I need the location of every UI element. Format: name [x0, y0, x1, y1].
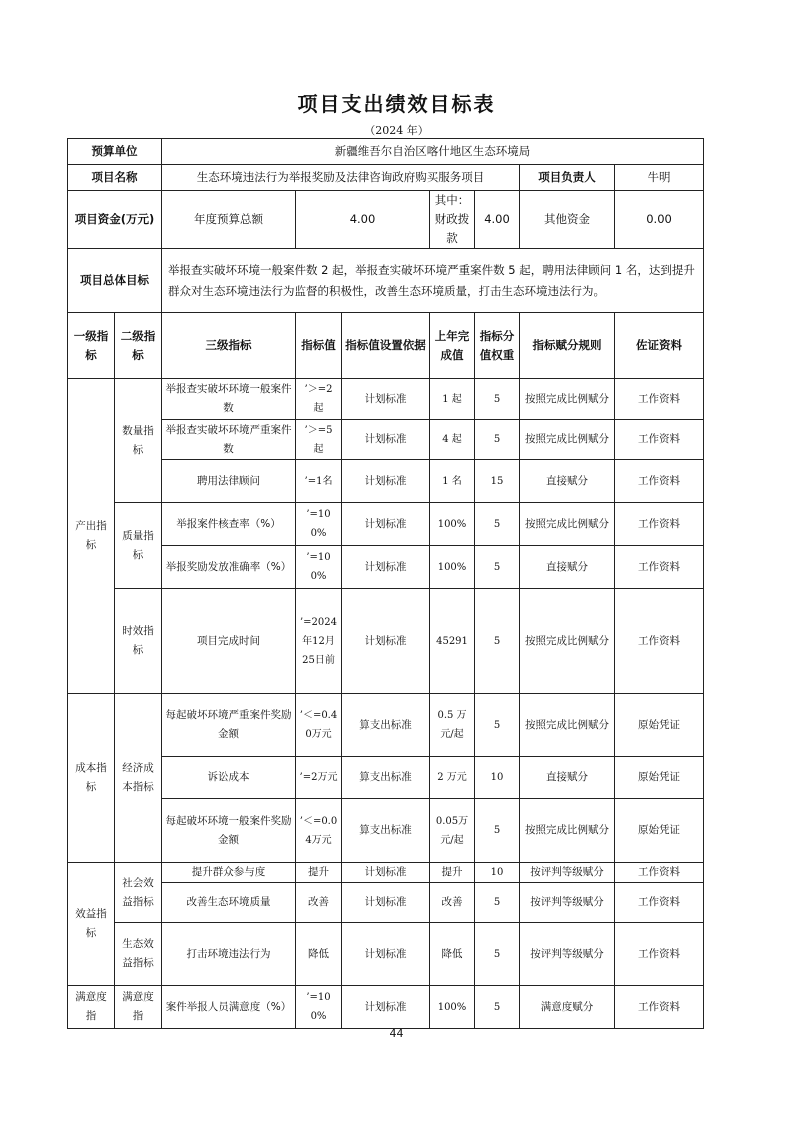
last-year-value: 2 万元 [430, 757, 475, 799]
table-row [68, 503, 704, 546]
evidence: 原始凭证 [615, 799, 704, 863]
subgroup-economic: 经济成本指标 [115, 694, 162, 863]
last-year-value: 0.5 万元/起 [430, 694, 475, 757]
subgroup-time: 时效指标 [115, 589, 162, 694]
group-satisfaction: 满意度指 [68, 986, 115, 1029]
indicator: 案件举报人员满意度（%） [162, 986, 296, 1029]
col-last: 上年完成值 [430, 313, 475, 379]
indicator-value: ’＞=2 起 [296, 379, 342, 420]
scoring-rule: 按照完成比例赋分 [520, 799, 615, 863]
indicator-value: ’=100% [296, 546, 342, 589]
annual-label: 年度预算总额 [162, 191, 296, 249]
table-row [68, 694, 704, 757]
weight: 10 [475, 757, 520, 799]
scoring-rule: 按照完成比例赋分 [520, 589, 615, 694]
indicator-value: ’＜=0.40万元 [296, 694, 342, 757]
weight: 5 [475, 379, 520, 420]
table-row [68, 589, 704, 694]
evidence: 工作资料 [615, 503, 704, 546]
scoring-rule: 按照完成比例赋分 [520, 420, 615, 460]
col-value: 指标值 [296, 313, 342, 379]
indicator: 聘用法律顾问 [162, 460, 296, 503]
last-year-value: 4 起 [430, 420, 475, 460]
indicator-basis: 计划标准 [342, 923, 430, 986]
unit-value: 新疆维吾尔自治区喀什地区生态环境局 [162, 139, 704, 165]
indicator-value: 提升 [296, 863, 342, 883]
performance-table [67, 138, 704, 1029]
name-label: 项目名称 [68, 165, 162, 191]
col-rule: 指标赋分规则 [520, 313, 615, 379]
column-header-row [68, 313, 704, 379]
fiscal-value: 4.00 [475, 191, 520, 249]
indicator: 项目完成时间 [162, 589, 296, 694]
indicator-basis: 计划标准 [342, 503, 430, 546]
goal-row [68, 249, 704, 313]
indicator: 提升群众参与度 [162, 863, 296, 883]
indicator-basis: 计划标准 [342, 420, 430, 460]
indicator-basis: 计划标准 [342, 589, 430, 694]
evidence: 工作资料 [615, 379, 704, 420]
annual-value: 4.00 [296, 191, 430, 249]
indicator-basis: 计划标准 [342, 546, 430, 589]
indicator-value: ’＜=0.04万元 [296, 799, 342, 863]
last-year-value: 45291 [430, 589, 475, 694]
evidence: 工作资料 [615, 546, 704, 589]
other-label: 其他资金 [520, 191, 615, 249]
scoring-rule: 直接赋分 [520, 460, 615, 503]
goal-label: 项目总体目标 [68, 249, 162, 313]
scoring-rule: 按评判等级赋分 [520, 883, 615, 923]
page-number: 44 [389, 1027, 404, 1040]
evidence: 工作资料 [615, 460, 704, 503]
indicator-basis: 计划标准 [342, 379, 430, 420]
weight: 5 [475, 589, 520, 694]
table-row [68, 923, 704, 986]
subgroup-eco: 生态效益指标 [115, 923, 162, 986]
other-value: 0.00 [615, 191, 704, 249]
weight: 5 [475, 546, 520, 589]
group-cost: 成本指标 [68, 694, 115, 863]
table-row [68, 799, 704, 863]
year-label: （2024 年） [364, 124, 429, 137]
subgroup-quality: 质量指标 [115, 503, 162, 589]
scoring-rule: 按评判等级赋分 [520, 863, 615, 883]
last-year-value: 改善 [430, 883, 475, 923]
table-row [68, 757, 704, 799]
evidence: 原始凭证 [615, 694, 704, 757]
indicator-basis: 计划标准 [342, 863, 430, 883]
last-year-value: 提升 [430, 863, 475, 883]
indicator-basis: 算支出标准 [342, 694, 430, 757]
weight: 5 [475, 420, 520, 460]
table-row [68, 546, 704, 589]
evidence: 工作资料 [615, 923, 704, 986]
weight: 5 [475, 923, 520, 986]
weight: 5 [475, 986, 520, 1029]
fiscal-label: 其中：财政拨款 [430, 191, 475, 249]
indicator: 举报案件核查率（%） [162, 503, 296, 546]
owner-label: 项目负责人 [520, 165, 615, 191]
indicator: 每起破坏环境一般案件奖励金额 [162, 799, 296, 863]
scoring-rule: 按照完成比例赋分 [520, 379, 615, 420]
indicator: 每起破坏环境严重案件奖励金额 [162, 694, 296, 757]
group-output: 产出指标 [68, 379, 115, 694]
unit-label: 预算单位 [68, 139, 162, 165]
weight: 5 [475, 883, 520, 923]
scoring-rule: 按评判等级赋分 [520, 923, 615, 986]
last-year-value: 100% [430, 503, 475, 546]
weight: 15 [475, 460, 520, 503]
scoring-rule: 直接赋分 [520, 757, 615, 799]
scoring-rule: 按照完成比例赋分 [520, 503, 615, 546]
last-year-value: 100% [430, 546, 475, 589]
indicator-basis: 计划标准 [342, 883, 430, 923]
indicator-value: 降低 [296, 923, 342, 986]
name-row [68, 165, 704, 191]
scoring-rule: 满意度赋分 [520, 986, 615, 1029]
weight: 10 [475, 863, 520, 883]
weight: 5 [475, 503, 520, 546]
col-weight: 指标分值权重 [475, 313, 520, 379]
evidence: 工作资料 [615, 986, 704, 1029]
name-value: 生态环境违法行为举报奖励及法律咨询政府购买服务项目 [162, 165, 520, 191]
goal-value: 举报查实破坏环境一般案件数 2 起，举报查实破坏环境严重案件数 5 起，聘用法律顾问 1 名，达到提升群众对生态环境违法行为监督的积极性，改善生态环境质量，打击生态环境违法行为。 [162, 249, 704, 313]
fund-row [68, 191, 704, 249]
indicator-basis: 算支出标准 [342, 757, 430, 799]
owner-value: 牛明 [615, 165, 704, 191]
table-row [68, 420, 704, 460]
indicator-basis: 计划标准 [342, 986, 430, 1029]
indicator: 举报查实破坏环境严重案件数 [162, 420, 296, 460]
indicator-basis: 算支出标准 [342, 799, 430, 863]
unit-row [68, 139, 704, 165]
indicator: 打击环境违法行为 [162, 923, 296, 986]
scoring-rule: 按照完成比例赋分 [520, 694, 615, 757]
col-basis: 指标值设置依据 [342, 313, 430, 379]
last-year-value: 100% [430, 986, 475, 1029]
table-row [68, 460, 704, 503]
group-benefit: 效益指标 [68, 863, 115, 986]
col-level2: 二级指标 [115, 313, 162, 379]
col-level1: 一级指标 [68, 313, 115, 379]
indicator: 举报奖励发放准确率（%） [162, 546, 296, 589]
evidence: 原始凭证 [615, 757, 704, 799]
indicator-basis: 计划标准 [342, 460, 430, 503]
col-level3: 三级指标 [162, 313, 296, 379]
indicator: 举报查实破坏环境一般案件数 [162, 379, 296, 420]
col-evidence: 佐证资料 [615, 313, 704, 379]
weight: 5 [475, 799, 520, 863]
subgroup-quantity: 数量指标 [115, 379, 162, 503]
indicator-value: ’=100% [296, 986, 342, 1029]
evidence: 工作资料 [615, 883, 704, 923]
indicator: 改善生态环境质量 [162, 883, 296, 923]
indicator-value: 改善 [296, 883, 342, 923]
last-year-value: 1 起 [430, 379, 475, 420]
table-row [68, 883, 704, 923]
table-row [68, 986, 704, 1029]
last-year-value: 降低 [430, 923, 475, 986]
last-year-value: 1 名 [430, 460, 475, 503]
weight: 5 [475, 694, 520, 757]
indicator-value: ’=100% [296, 503, 342, 546]
subgroup-satisfaction: 满意度指 [115, 986, 162, 1029]
indicator-value: ’=2024年12月25日前 [296, 589, 342, 694]
indicator-value: ’=1名 [296, 460, 342, 503]
page-title: 项目支出绩效目标表 [297, 92, 496, 116]
last-year-value: 0.05万元/起 [430, 799, 475, 863]
indicator-value: ’＞=5 起 [296, 420, 342, 460]
evidence: 工作资料 [615, 863, 704, 883]
evidence: 工作资料 [615, 420, 704, 460]
subgroup-social: 社会效益指标 [115, 863, 162, 923]
table-row [68, 863, 704, 883]
scoring-rule: 直接赋分 [520, 546, 615, 589]
indicator: 诉讼成本 [162, 757, 296, 799]
evidence: 工作资料 [615, 589, 704, 694]
table-row [68, 379, 704, 420]
fund-label: 项目资金(万元) [68, 191, 162, 249]
indicator-value: ’=2万元 [296, 757, 342, 799]
